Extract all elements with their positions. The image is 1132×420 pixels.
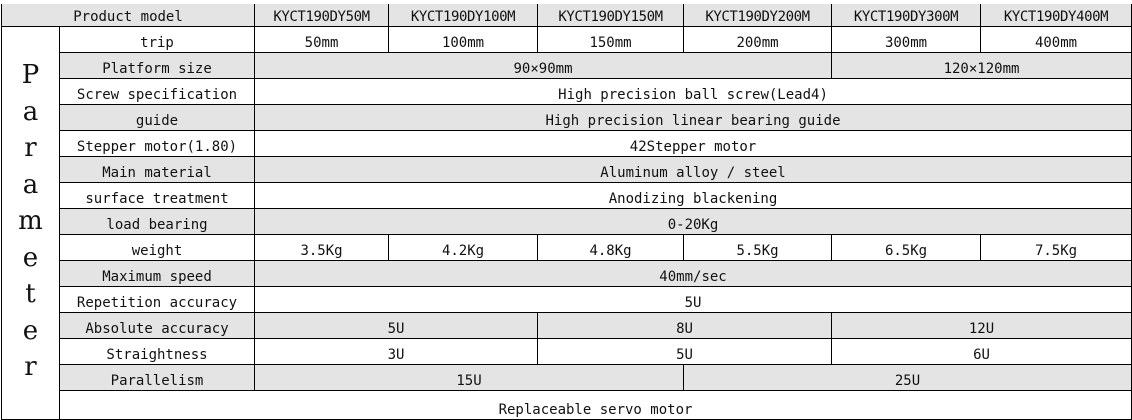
- parameter-side-label: [2, 27, 60, 420]
- model-cell: KYCT190DY50M: [255, 4, 389, 27]
- value-cell: 6U: [832, 339, 1132, 365]
- row-label: surface treatment: [60, 183, 255, 209]
- value-cell: 200mm: [684, 27, 832, 53]
- value-cell: 90×90mm: [255, 53, 832, 79]
- row-label: Stepper motor(1.80): [60, 131, 255, 157]
- parallelism-row: [2, 365, 1132, 391]
- value-cell: 6.5Kg: [832, 235, 981, 261]
- value-cell: 8U: [538, 313, 832, 339]
- row-label: Maximum speed: [60, 261, 255, 287]
- row-label: trip: [60, 27, 255, 53]
- value-cell: High precision linear bearing guide: [255, 105, 1132, 131]
- value-cell: 120×120mm: [832, 53, 1132, 79]
- row-label: Straightness: [60, 339, 255, 365]
- side-letter: e: [22, 315, 39, 346]
- value-cell: 5U: [255, 287, 1132, 313]
- value-cell: 150mm: [538, 27, 684, 53]
- side-letter: a: [22, 169, 39, 200]
- value-cell: 40mm/sec: [255, 261, 1132, 287]
- model-cell: KYCT190DY150M: [538, 4, 684, 27]
- header-row: [2, 4, 1132, 27]
- value-cell: Anodizing blackening: [255, 183, 1132, 209]
- spec-table: [1, 4, 1132, 420]
- row-label: Main material: [60, 157, 255, 183]
- load-row: [2, 209, 1132, 235]
- value-cell: 42Stepper motor: [255, 131, 1132, 157]
- model-cell: KYCT190DY300M: [832, 4, 981, 27]
- value-cell: 5U: [255, 313, 538, 339]
- straightness-row: [2, 339, 1132, 365]
- row-label: weight: [60, 235, 255, 261]
- weight-row: [2, 235, 1132, 261]
- row-label: load bearing: [60, 209, 255, 235]
- side-letter: e: [22, 242, 39, 273]
- model-cell: KYCT190DY400M: [981, 4, 1132, 27]
- value-cell: High precision ball screw(Lead4): [255, 79, 1132, 105]
- row-label: Screw specification: [60, 79, 255, 105]
- product-model-label: Product model: [2, 4, 255, 27]
- value-cell: 5.5Kg: [684, 235, 832, 261]
- value-cell: 25U: [684, 365, 1132, 391]
- guide-row: [2, 105, 1132, 131]
- platform-size-row: [2, 53, 1132, 79]
- side-letter: r: [24, 352, 37, 382]
- row-label: Absolute accuracy: [60, 313, 255, 339]
- side-letter: m: [18, 206, 43, 236]
- side-letter: t: [25, 279, 36, 309]
- absolute-row: [2, 313, 1132, 339]
- value-cell: 3.5Kg: [255, 235, 389, 261]
- stepper-row: [2, 131, 1132, 157]
- value-cell: 100mm: [389, 27, 538, 53]
- value-cell: 4.8Kg: [538, 235, 684, 261]
- value-cell: 300mm: [832, 27, 981, 53]
- value-cell: 4.2Kg: [389, 235, 538, 261]
- model-cell: KYCT190DY200M: [684, 4, 832, 27]
- model-cell: KYCT190DY100M: [389, 4, 538, 27]
- value-cell: Aluminum alloy / steel: [255, 157, 1132, 183]
- value-cell: 0-20Kg: [255, 209, 1132, 235]
- value-cell: 5U: [538, 339, 832, 365]
- row-label: Repetition accuracy: [60, 287, 255, 313]
- surface-row: [2, 183, 1132, 209]
- material-row: [2, 157, 1132, 183]
- footer-note: Replaceable servo motor: [60, 391, 1132, 420]
- value-cell: 7.5Kg: [981, 235, 1132, 261]
- value-cell: 12U: [832, 313, 1132, 339]
- speed-row: [2, 261, 1132, 287]
- row-label: Parallelism: [60, 365, 255, 391]
- footer-row: [2, 391, 1132, 420]
- value-cell: 15U: [255, 365, 684, 391]
- screw-row: [2, 79, 1132, 105]
- row-label: Platform size: [60, 53, 255, 79]
- value-cell: 50mm: [255, 27, 389, 53]
- side-letter: a: [22, 96, 39, 127]
- side-letter: P: [21, 60, 40, 90]
- value-cell: 400mm: [981, 27, 1132, 53]
- value-cell: 3U: [255, 339, 538, 365]
- row-label: guide: [60, 105, 255, 131]
- side-letter: r: [24, 133, 37, 163]
- trip-row: [2, 27, 1132, 53]
- repetition-row: [2, 287, 1132, 313]
